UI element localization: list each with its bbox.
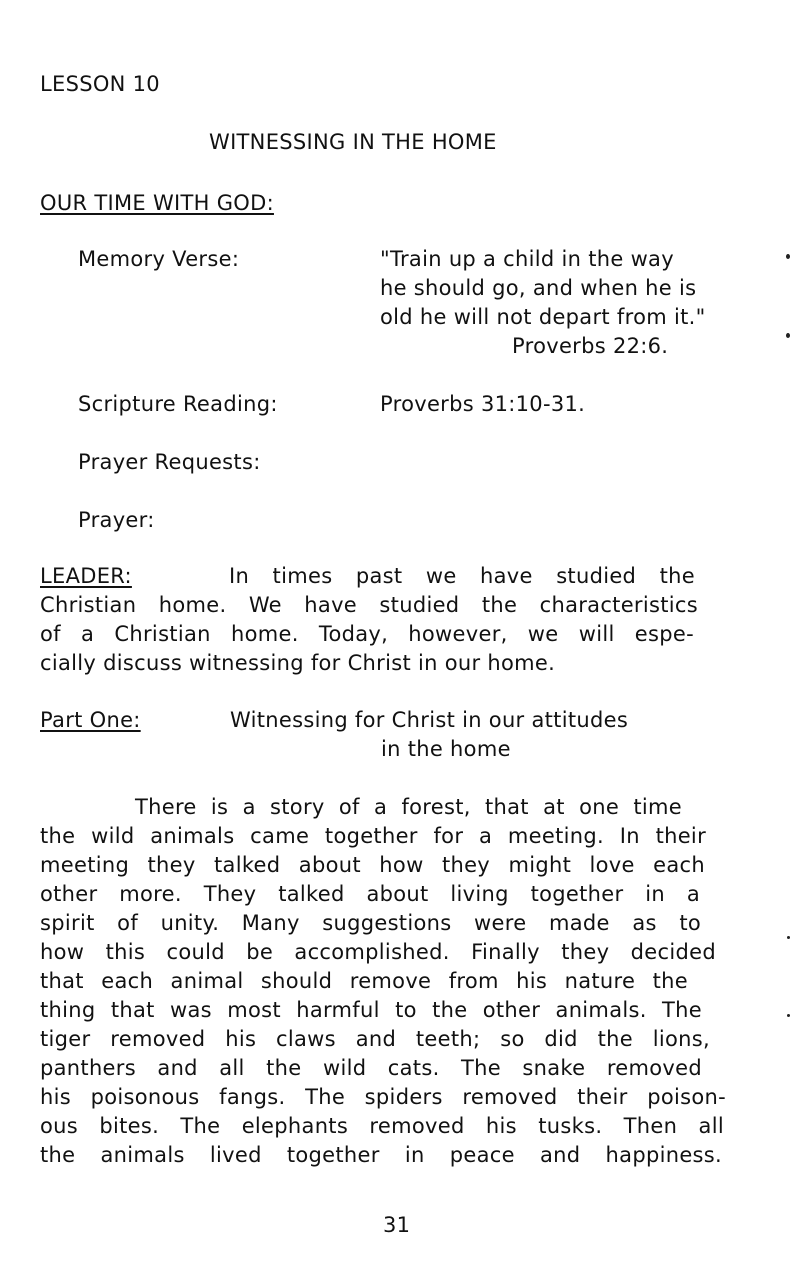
scripture-reading-label: Scripture Reading: (78, 392, 278, 416)
leader-text-line: Christian home. We have studied the characteristics (40, 593, 698, 617)
page-title: WITNESSING IN THE HOME (209, 130, 497, 154)
story-line: other more. They talked about living together in a (40, 882, 700, 906)
story-line: meeting they talked about how they might love each (40, 853, 705, 877)
story-line: spirit of unity. Many suggestions were made as to (40, 911, 701, 935)
prayer-label: Prayer: (78, 508, 155, 532)
margin-speck (787, 1014, 790, 1017)
part-one-title-line: in the home (381, 737, 511, 761)
lesson-number: LESSON 10 (40, 72, 160, 96)
story-line: tiger removed his claws and teeth; so did the lions, (40, 1027, 710, 1051)
story-line: There is a story of a forest, that at one time (135, 795, 682, 819)
margin-speck (787, 936, 790, 939)
story-line: his poisonous fangs. The spiders removed their poison- (40, 1085, 726, 1109)
story-line: the wild animals came together for a meeting. In their (40, 824, 706, 848)
leader-text-line: of a Christian home. Today, however, we will espe- (40, 622, 694, 646)
story-line: ous bites. The elephants removed his tusks. Then all (40, 1114, 724, 1138)
story-line: panthers and all the wild cats. The snake removed (40, 1056, 702, 1080)
memory-verse-line: "Train up a child in the way (380, 247, 674, 271)
story-line: that each animal should remove from his nature the (40, 969, 688, 993)
margin-speck (786, 254, 790, 259)
memory-verse-reference: Proverbs 22:6. (512, 334, 669, 358)
page-number: 31 (383, 1213, 411, 1237)
story-line: how this could be accomplished. Finally they decided (40, 940, 716, 964)
leader-label: LEADER: (40, 564, 132, 588)
margin-speck (786, 333, 790, 338)
leader-text-line: In times past we have studied the (229, 564, 695, 588)
section-heading: OUR TIME WITH GOD: (40, 191, 274, 215)
leader-text-line: cially discuss witnessing for Christ in our home. (40, 651, 556, 675)
part-one-label: Part One: (40, 708, 141, 732)
scripture-reading-value: Proverbs 31:10-31. (380, 392, 586, 416)
prayer-requests-label: Prayer Requests: (78, 450, 261, 474)
story-line: thing that was most harmful to the other animals. The (40, 998, 702, 1022)
story-line: the animals lived together in peace and happiness. (40, 1143, 722, 1167)
part-one-title-line: Witnessing for Christ in our attitudes (230, 708, 629, 732)
memory-verse-line: old he will not depart from it." (380, 305, 706, 329)
memory-verse-label: Memory Verse: (78, 247, 240, 271)
memory-verse-line: he should go, and when he is (380, 276, 697, 300)
